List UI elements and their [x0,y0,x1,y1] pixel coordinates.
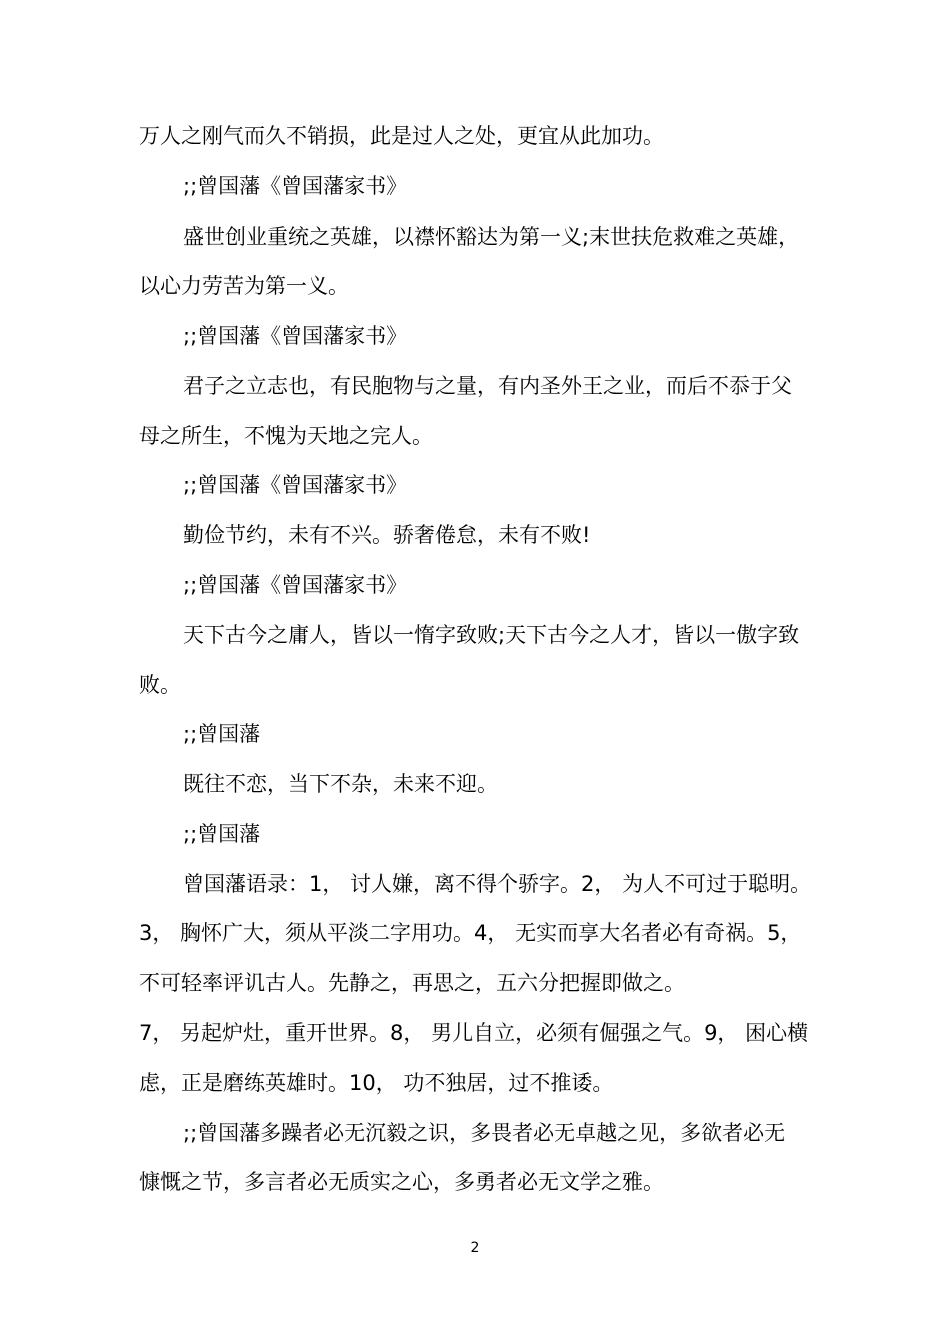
quote-attribution: ;;曾国藩《曾国藩家书》 [183,473,408,497]
text-line: 虑，正是磨练英雄时。10， 功不独居，过不推诿。 [139,1071,614,1095]
text-line: ;;曾国藩多躁者必无沉毅之识，多畏者必无卓越之见，多欲者必无 [183,1121,786,1145]
text-line: 盛世创业重统之英雄，以襟怀豁达为第一义;末世扶危救难之英雄， [183,225,800,249]
text-line: 勤俭节约，未有不兴。骄奢倦怠，未有不败! [183,523,591,547]
text-line: 万人之刚气而久不销损，此是过人之处，更宜从此加功。 [139,124,664,148]
text-line: 慷慨之节，多言者必无质实之心，多勇者必无文学之雅。 [139,1170,664,1194]
text-line: 7， 另起炉灶，重开世界。8， 男儿自立，必须有倔强之气。9， 困心横 [139,1021,809,1045]
page-number: 2 [470,1240,480,1256]
text-line: 母之所生，不愧为天地之完人。 [139,424,433,448]
quote-attribution: ;;曾国藩 [183,822,261,846]
text-line: 既往不恋，当下不杂，未来不迎。 [183,772,498,796]
text-line: 曾国藩语录：1， 讨人嫌，离不得个骄字。2， 为人不可过于聪明。 [183,872,812,896]
quote-attribution: ;;曾国藩《曾国藩家书》 [183,324,408,348]
quote-attribution: ;;曾国藩《曾国藩家书》 [183,573,408,597]
text-line: 败。 [139,673,181,697]
text-line: 3， 胸怀广大，须从平淡二字用功。4， 无实而享大名者必有奇祸。5， [139,921,802,945]
text-line: 以心力劳苦为第一义。 [139,274,349,298]
quote-attribution: ;;曾国藩 [183,722,261,746]
text-line: 不可轻率评讥古人。先静之，再思之，五六分把握即做之。 [139,971,685,995]
text-line: 君子之立志也，有民胞物与之量，有内圣外王之业，而后不忝于父 [183,374,792,398]
quote-attribution: ;;曾国藩《曾国藩家书》 [183,174,408,198]
text-line: 天下古今之庸人，皆以一惰字致败;天下古今之人才，皆以一傲字致 [183,623,800,647]
